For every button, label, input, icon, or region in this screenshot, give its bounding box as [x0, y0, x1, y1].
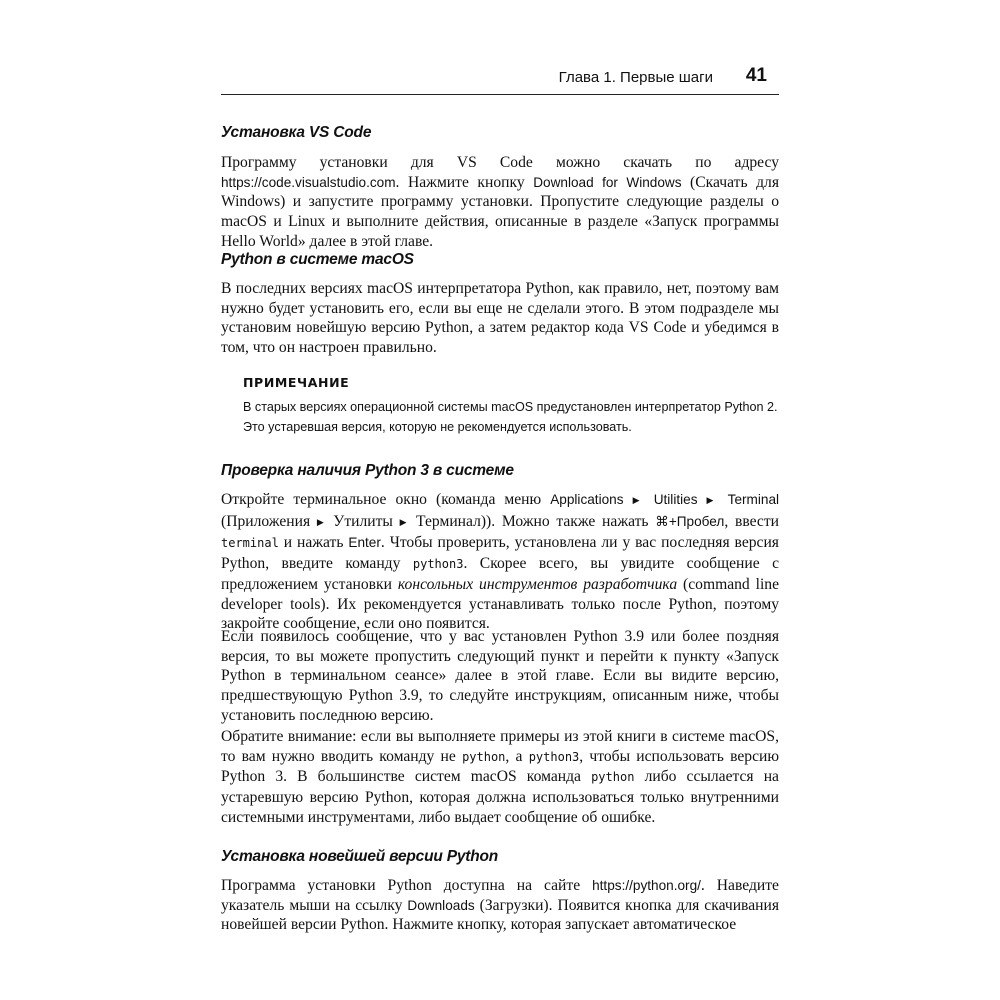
code-python3: python3 [412, 557, 464, 572]
triangle-right-icon: ▶ [632, 495, 645, 505]
note-text: В старых версиях операционной системы macOS предустановлен интерпретатор Python 2. Это устаревшая версия, которую не рекомендуется использовать. [243, 400, 778, 434]
page-number: 41 [745, 65, 767, 86]
paragraph-install: Программа установки Python доступна на сайте https://python.org/. Наведите указатель мыши на ссылку Downloads (Загрузки). Появится кнопка для скачивания новейшей версии Python. Нажмите кнопку, которая запускает автоматическое [221, 877, 779, 934]
note-title: ПРИМЕЧАНИЕ [243, 375, 350, 390]
paragraph-check-1: Откройте терминальное окно (команда меню Applications ▶ Utilities ▶ Terminal (Приложения ▶ Утилиты ▶ Терминал)). Можно также нажать ⌘+Пробел, ввести terminal и нажать Enter. Чтобы проверить, установлена ли у вас последняя версия Python, введите команду python3. Скорее всего, вы увидите сообщение с предложением установки консольных инструментов разработчика (command line developer tools). Их рекомендуется устанавливать только после Python, поэтому закройте сообщение, если оно появится. [221, 491, 780, 633]
paragraph-macos: В последних версиях macOS интерпретатора Python, как правило, нет, поэтому вам нужно будет установить его, если вы еще не сделали этого. В этом подразделе мы установим новейшую версию Python, а затем редактор кода VS Code и убедимся в том, что он настроен правильно. [221, 280, 779, 357]
download-button-label: Download for Windows [533, 174, 682, 190]
paragraph-check-2: Если появилось сообщение, что у вас установлен Python 3.9 или более поздняя версия, то вы можете пропустить следующий пункт и перейти к пункту «Запуск Python в терминальном сеансе» далее в этой главе. Если вы видите версию, предшествующую Python 3.9, то следуйте инструкциям, описанным ниже, чтобы установить последнюю версию. [221, 628, 779, 724]
paragraph-check-3: Обратите внимание: если вы выполняете примеры из этой книги в системе macOS, то вам нужно вводить команду не python, а python3, чтобы использовать версию Python 3. В большинстве систем macOS команда python либо ссылается на устаревшую версию Python, которая должна использоваться только внутренними системными инструментами, либо выдает сообщение об ошибке. [221, 728, 779, 826]
running-header [221, 64, 779, 95]
triangle-right-icon: ▶ [706, 495, 719, 505]
python-url: https://python.org/ [592, 878, 701, 893]
heading-install-vscode: Установка VS Code [221, 124, 372, 141]
paragraph-vscode: Программу установки для VS Code можно скачать по адресу https://code.visualstudio.com. Нажмите кнопку Download for Windows (Скачать для Windows) и запустите программу установки. Пропустите следующие разделы о macOS и Linux и выполните действия, описанные в разделе «Запуск программы Hello World» далее в этой главе. [221, 154, 780, 250]
heading-install-latest: Установка новейшей версии Python [221, 848, 499, 865]
heading-python-macos: Python в системе macOS [221, 251, 414, 268]
code-terminal: terminal [221, 536, 279, 551]
vscode-url: https://code.visualstudio.com [221, 174, 396, 190]
chapter-title: Глава 1. Первые шаги [558, 69, 713, 86]
keyboard-shortcut: ⌘+Пробел [655, 513, 725, 529]
triangle-right-icon: ▶ [399, 516, 410, 527]
triangle-right-icon: ▶ [316, 516, 327, 527]
heading-check-python3: Проверка наличия Python 3 в системе [221, 462, 514, 479]
